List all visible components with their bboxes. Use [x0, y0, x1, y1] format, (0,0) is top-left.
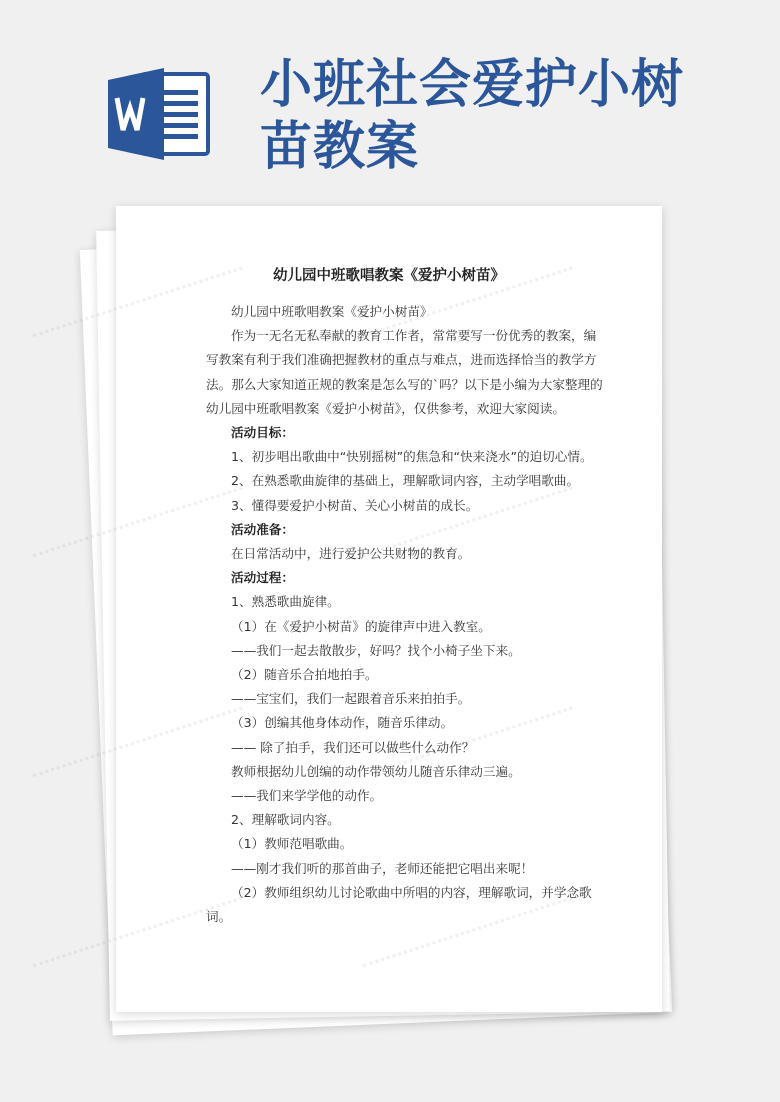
paragraph: ——宝宝们，我们一起跟着音乐来拍拍手。 — [231, 691, 471, 707]
paragraph: 幼儿园中班歌唱教案《爱护小树苗》 — [231, 304, 433, 319]
document-page — [116, 206, 662, 1012]
section-heading: 活动目标： — [231, 425, 294, 441]
paragraph: 2、理解歌词内容。 — [231, 812, 340, 828]
word-document-icon — [108, 68, 212, 160]
paragraph: ——我们一起去散散步，好吗？找个小椅子坐下来。 — [231, 642, 521, 658]
paragraph: 2、在熟悉歌曲旋律的基础上，理解歌词内容，主动学唱歌曲。 — [231, 473, 580, 489]
paragraph: —— 除了拍手，我们还可以做些什么动作？ — [231, 739, 475, 755]
page-headline: 小班社会爱护小树苗教案 — [260, 55, 685, 177]
document-title: 幼儿园中班歌唱教案《爱护小树苗》 — [273, 268, 505, 284]
paragraph: （1）教师范唱歌曲。 — [231, 836, 353, 852]
paragraph: ——刚才我们听的那首曲子，老师还能把它唱出来呢！ — [231, 860, 534, 876]
section-heading: 活动准备： — [231, 521, 294, 537]
document-body — [206, 300, 606, 929]
paragraph: 在日常活动中，进行爱护公共财物的教育。 — [231, 546, 471, 562]
paragraph: 3、懂得要爱护小树苗、关心小树苗的成长。 — [231, 497, 479, 513]
paragraph: （2）随音乐合拍地拍手。 — [231, 667, 378, 683]
paragraph: （3）创编其他身体动作，随音乐律动。 — [231, 715, 454, 731]
paragraph: （1）在《爱护小树苗》的旋律声中进入教室。 — [231, 618, 491, 634]
paragraph: 1、初步唱出歌曲中“快别摇树”的焦急和“快来浇水”的迫切心情。 — [231, 449, 593, 465]
paragraph: 1、熟悉歌曲旋律。 — [231, 594, 340, 610]
section-heading: 活动过程： — [231, 570, 294, 586]
paragraph: 教师根据幼儿创编的动作带领幼儿随音乐律动三遍。 — [231, 763, 521, 779]
paragraph: （2）教师组织幼儿讨论歌曲中所唱的内容，理解歌词，并学念歌词。 — [206, 884, 592, 925]
paragraph: 作为一无名无私奉献的教育工作者，常常要写一份优秀的教案，编写教案有利于我们准确把握教材的重点与难点，进而选择恰当的教学方法。那么大家知道正规的教案是怎么写的`吗？以下是小编为大家整理的幼儿园中班歌唱教案《爱护小树苗》，仅供参考，欢迎大家阅读。 — [206, 328, 603, 416]
paragraph: ——我们来学学他的动作。 — [231, 788, 383, 804]
